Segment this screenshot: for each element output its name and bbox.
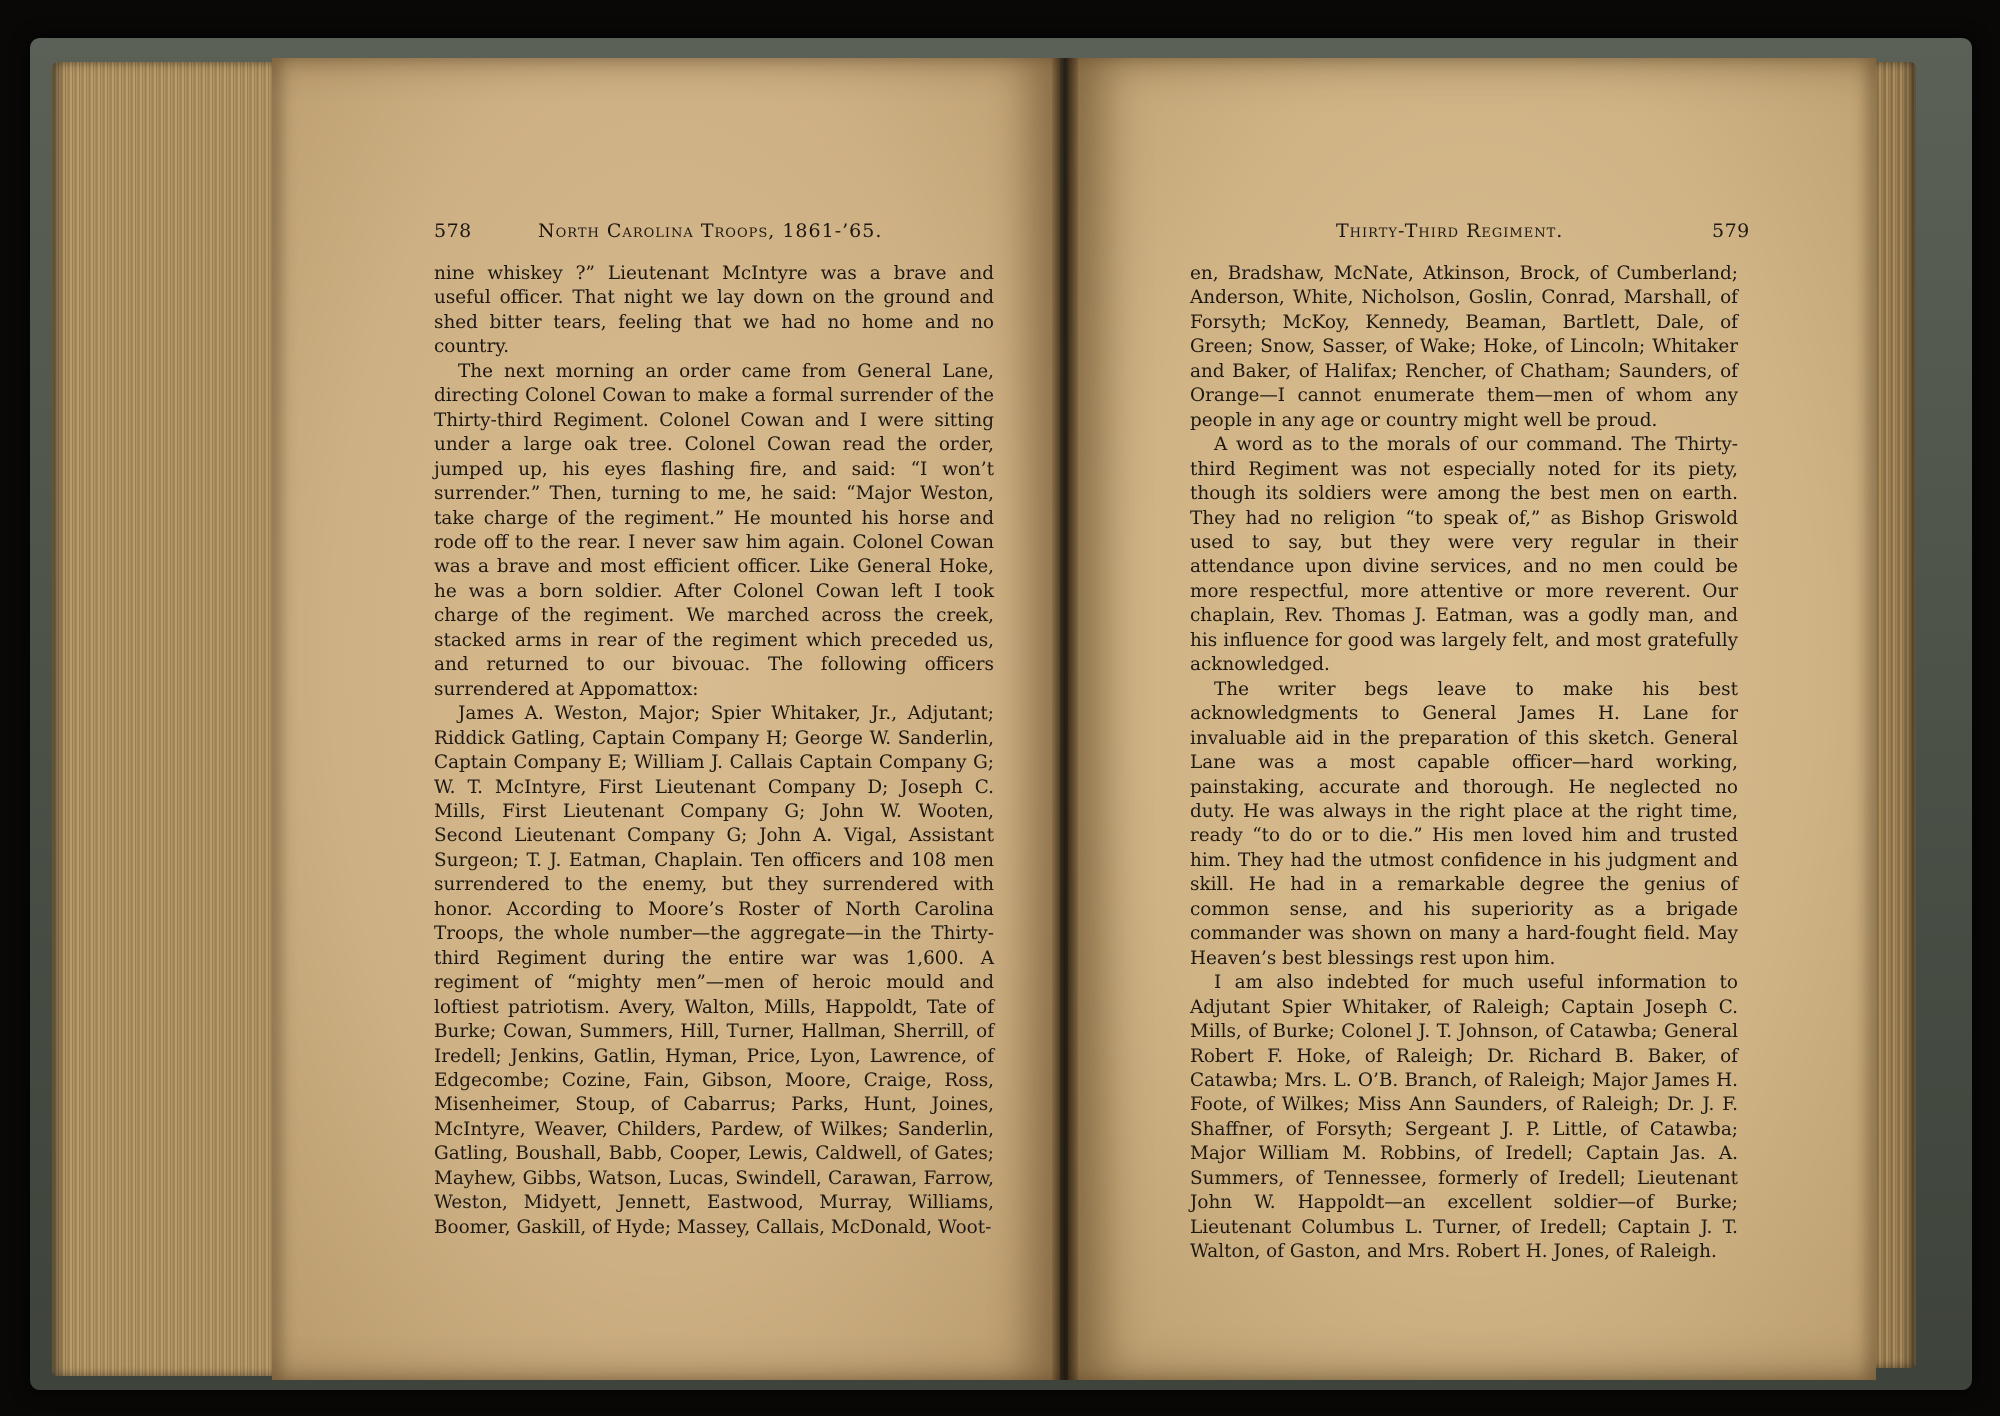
right-page-text bbox=[1190, 262, 1738, 1265]
left-page-text bbox=[434, 262, 994, 1240]
right-page-number: 579 bbox=[1712, 220, 1750, 242]
right-paragraph-4: I am also indebted for much useful information to Adjutant Spier Whitaker, of Raleigh; Captain Joseph C. Mills, of Burke; Colonel J. T. Johnson, of Catawba; General Robert F. Hoke, of Raleigh; Dr. Richard B. Baker, of Catawba; Mrs. L. O’B. Branch, of Raleigh; Major James H. Foote, of Wilkes; Miss Ann Saunders, of Raleigh; Dr. J. F. Shaffner, of Forsyth; Sergeant J. P. Little, of Catawba; Major William M. Robbins, of Iredell; Captain Jas. A. Summers, of Tennessee, formerly of Iredell; Lieutenant John W. Happoldt—an excellent soldier—of Burke; Lieutenant Columbus L. Turner, of Iredell; Captain J. T. Walton, of Gaston, and Mrs. Robert H. Jones, of Raleigh. bbox=[1190, 972, 1738, 1263]
right-paragraph-3: The writer begs leave to make his best acknowledgments to General James H. Lane for invaluable aid in the preparation of this sketch. General Lane was a most capable officer—hard working, painstaking, accurate and thorough. He neglected no duty. He was always in the right place at the right time, ready “to do or to die.” His men loved him and trusted him. They had the utmost confidence in his judgment and skill. He had in a remarkable degree the genius of common sense, and his superiority as a brigade commander was shown on many a hard-fought field. May Heaven’s best blessings rest upon him. bbox=[1190, 678, 1738, 969]
right-running-title: Thirty-Third Regiment. bbox=[1336, 220, 1564, 242]
left-page-number: 578 bbox=[434, 220, 472, 242]
right-paragraph-1: en, Bradshaw, McNate, Atkinson, Brock, of Cumberland; Anderson, White, Nicholson, Goslin, Conrad, Marshall, of Forsyth; McKoy, Kennedy, Beaman, Bartlett, Dale, of Green; Snow, Sasser, of Wake; Hoke, of Lincoln; Whitaker and Baker, of Halifax; Rencher, of Chatham; Saunders, of Orange—I cannot enumerate them—men of whom any people in any age or country might well be proud. bbox=[1190, 263, 1738, 431]
right-running-head bbox=[1186, 220, 1750, 248]
left-paragraph-2: The next morning an order came from General Lane, directing Colonel Cowan to make a formal surrender of the Thirty-third Regiment. Colonel Cowan and I were sitting under a large oak tree. Colonel Cowan read the order, jumped up, his eyes flashing fire, and said: “I won’t surrender.” Then, turning to me, he said: “Major Weston, take charge of the regiment.” He mounted his horse and rode off to the rear. I never saw him again. Colonel Cowan was a brave and most efficient officer. Like General Hoke, he was a born soldier. After Colonel Cowan left I took charge of the regiment. We marched across the creek, stacked arms in rear of the regiment which preceded us, and returned to our bivouac. The following officers surrendered at Appomattox: bbox=[434, 360, 994, 700]
left-paragraph-1: nine whiskey ?” Lieutenant McIntyre was a brave and useful officer. That night we lay down on the ground and shed bitter tears, feeling that we had no home and no country. bbox=[434, 263, 994, 358]
left-running-title: North Carolina Troops, 1861-’65. bbox=[538, 220, 883, 242]
left-running-head bbox=[434, 220, 994, 248]
book-gutter bbox=[1052, 58, 1078, 1380]
page-edges-left bbox=[52, 62, 282, 1376]
left-paragraph-3: James A. Weston, Major; Spier Whitaker, Jr., Adjutant; Riddick Gatling, Captain Company H; George W. Sanderlin, Captain Company E; William J. Callais Captain Company G; W. T. McIntyre, First Lieutenant Company D; Joseph C. Mills, First Lieutenant Company G; John W. Wooten, Second Lieutenant Company G; John A. Vigal, Assistant Surgeon; T. J. Eatman, Chaplain. Ten officers and 108 men surrendered to the enemy, but they surrendered with honor. According to Moore’s Roster of North Carolina Troops, the whole number—the aggregate—in the Thirty-third Regiment during the entire war was 1,600. A regiment of “mighty men”—men of heroic mould and loftiest patriotism. Avery, Walton, Mills, Happoldt, Tate of Burke; Cowan, Summers, Hill, Turner, Hallman, Sherrill, of Iredell; Jenkins, Gatlin, Hyman, Price, Lyon, Lawrence, of Edgecombe; Cozine, Fain, Gibson, Moore, Craige, Ross, Misenheimer, Stoup, of Cabarrus; Parks, Hunt, Joines, McIntyre, Weaver, Childers, Pardew, of Wilkes; Sanderlin, Gatling, Boushall, Babb, Cooper, Lewis, Caldwell, of Gates; Mayhew, Gibbs, Watson, Lucas, Swindell, Carawan, Farrow, Weston, Midyett, Jennett, Eastwood, Murray, Williams, Boomer, Gaskill, of Hyde; Massey, Callais, McDonald, Woot- bbox=[434, 703, 994, 1238]
right-paragraph-2: A word as to the morals of our command. The Thirty-third Regiment was not especially noted for its piety, though its soldiers were among the best men on earth. They had no religion “to speak of,” as Bishop Griswold used to say, but they were very regular in their attendance upon divine services, and no men could be more respectful, more attentive or more reverent. Our chaplain, Rev. Thomas J. Eatman, was a godly man, and his influence for good was largely felt, and most gratefully acknowledged. bbox=[1190, 434, 1738, 676]
